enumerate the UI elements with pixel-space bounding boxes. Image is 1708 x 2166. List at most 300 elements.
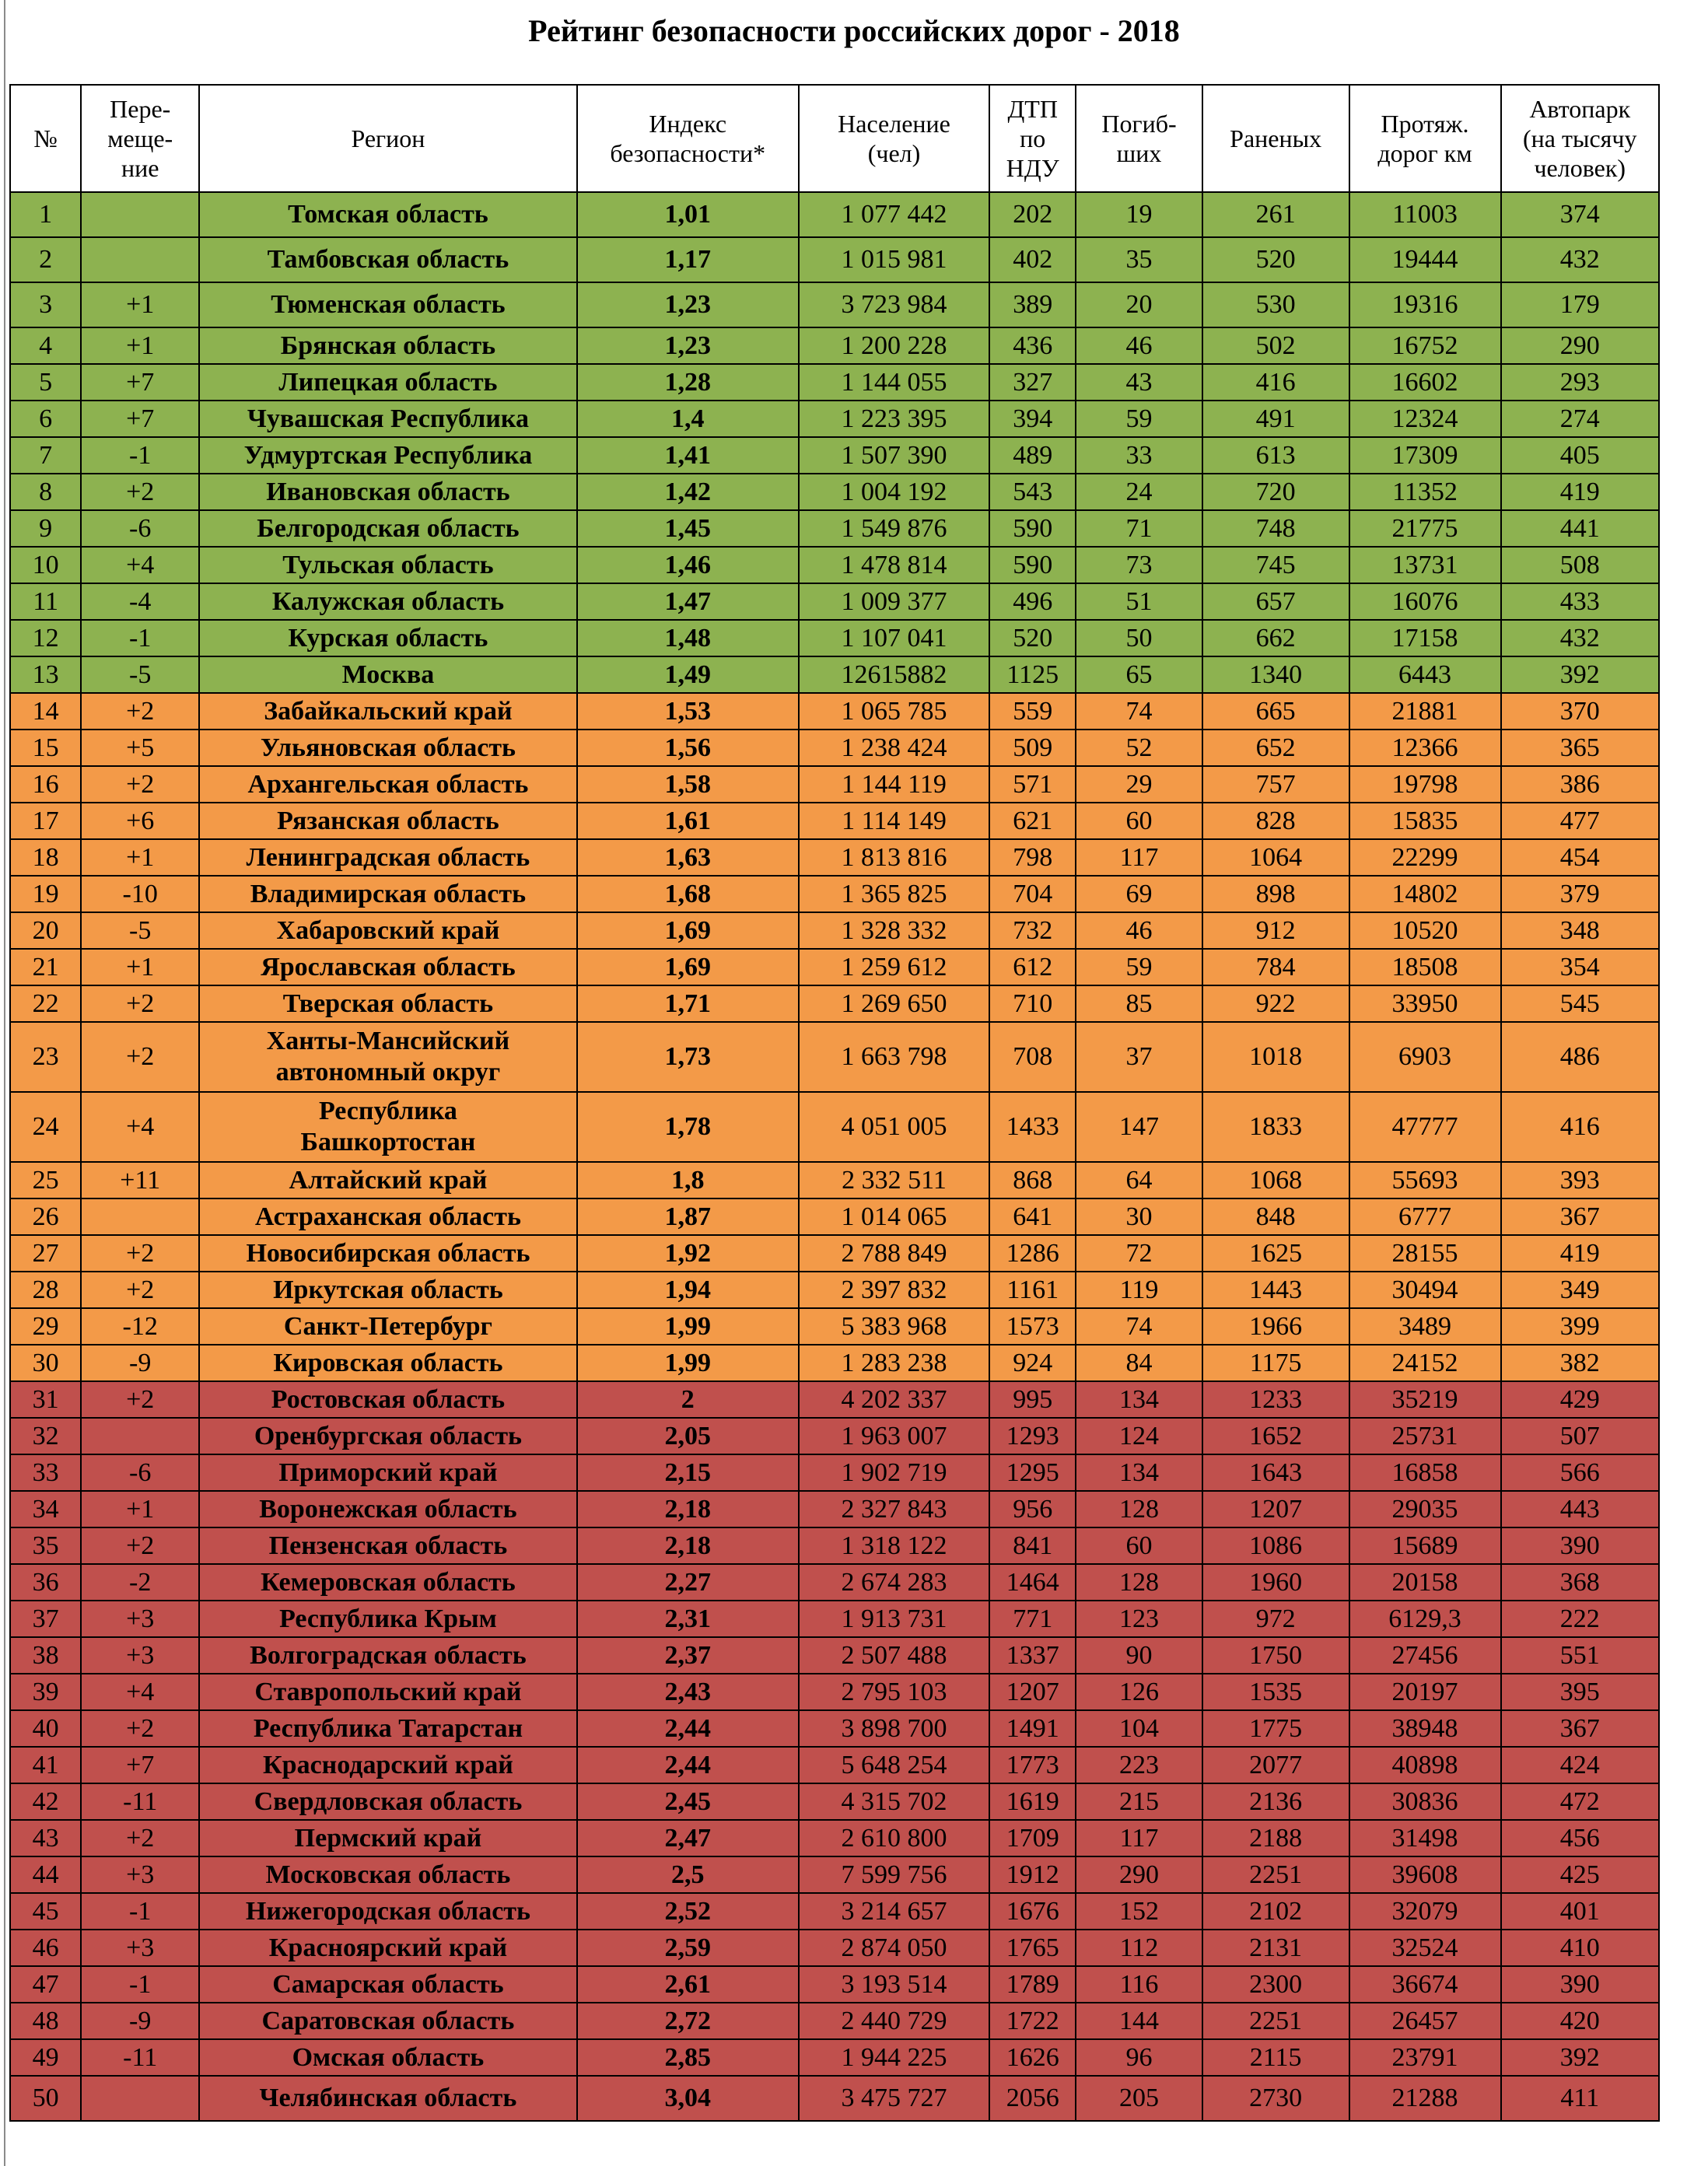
cell-road-length: 29035 <box>1349 1491 1501 1527</box>
cell-car-fleet: 566 <box>1501 1454 1660 1491</box>
cell-movement <box>81 192 199 237</box>
cell-number: 14 <box>10 693 81 730</box>
cell-accidents: 1293 <box>989 1418 1076 1454</box>
cell-region: Краснодарский край <box>199 1747 576 1783</box>
cell-accidents: 1337 <box>989 1637 1076 1674</box>
cell-safety-index: 1,87 <box>577 1198 799 1235</box>
cell-killed: 33 <box>1076 437 1202 474</box>
cell-road-length: 14802 <box>1349 876 1501 912</box>
cell-movement: -2 <box>81 1564 199 1601</box>
cell-road-length: 19444 <box>1349 237 1501 282</box>
cell-safety-index: 1,49 <box>577 656 799 693</box>
cell-region: Свердловская область <box>199 1783 576 1820</box>
table-row <box>10 474 1659 510</box>
cell-population: 1 200 228 <box>799 327 989 364</box>
table-row <box>10 1966 1659 2003</box>
cell-safety-index: 2,45 <box>577 1783 799 1820</box>
cell-accidents: 1464 <box>989 1564 1076 1601</box>
cell-movement: +7 <box>81 364 199 401</box>
cell-movement: -4 <box>81 583 199 620</box>
cell-population: 1 004 192 <box>799 474 989 510</box>
cell-safety-index: 1,78 <box>577 1092 799 1162</box>
table-row <box>10 1092 1659 1162</box>
header-road-length: Протяж. дорог км <box>1349 85 1501 192</box>
cell-safety-index: 2,59 <box>577 1930 799 1966</box>
cell-movement: +1 <box>81 1491 199 1527</box>
cell-car-fleet: 419 <box>1501 474 1660 510</box>
cell-region: Брянская область <box>199 327 576 364</box>
cell-number: 23 <box>10 1022 81 1092</box>
cell-region: Томская область <box>199 192 576 237</box>
cell-population: 12615882 <box>799 656 989 693</box>
cell-car-fleet: 386 <box>1501 766 1660 803</box>
cell-population: 4 202 337 <box>799 1381 989 1418</box>
cell-accidents: 841 <box>989 1527 1076 1564</box>
cell-region: Иркутская область <box>199 1272 576 1308</box>
cell-injured: 416 <box>1202 364 1349 401</box>
cell-safety-index: 2,15 <box>577 1454 799 1491</box>
cell-injured: 2251 <box>1202 1856 1349 1893</box>
cell-number: 11 <box>10 583 81 620</box>
header-accidents: ДТП по НДУ <box>989 85 1076 192</box>
cell-number: 12 <box>10 620 81 656</box>
cell-car-fleet: 411 <box>1501 2076 1660 2121</box>
cell-safety-index: 1,56 <box>577 730 799 766</box>
cell-injured: 828 <box>1202 803 1349 839</box>
cell-population: 1 913 731 <box>799 1601 989 1637</box>
cell-accidents: 509 <box>989 730 1076 766</box>
cell-killed: 205 <box>1076 2076 1202 2121</box>
header-row <box>10 85 1659 192</box>
cell-accidents: 520 <box>989 620 1076 656</box>
cell-movement: +2 <box>81 1820 199 1856</box>
cell-car-fleet: 443 <box>1501 1491 1660 1527</box>
table-row <box>10 510 1659 547</box>
cell-population: 2 332 511 <box>799 1162 989 1198</box>
cell-killed: 117 <box>1076 839 1202 876</box>
cell-safety-index: 2,43 <box>577 1674 799 1710</box>
cell-number: 9 <box>10 510 81 547</box>
cell-car-fleet: 374 <box>1501 192 1660 237</box>
cell-safety-index: 1,28 <box>577 364 799 401</box>
cell-car-fleet: 293 <box>1501 364 1660 401</box>
cell-car-fleet: 349 <box>1501 1272 1660 1308</box>
cell-population: 5 648 254 <box>799 1747 989 1783</box>
cell-number: 38 <box>10 1637 81 1674</box>
cell-movement: +5 <box>81 730 199 766</box>
cell-injured: 922 <box>1202 985 1349 1022</box>
cell-region: Красноярский край <box>199 1930 576 1966</box>
table-row <box>10 2003 1659 2039</box>
cell-injured: 757 <box>1202 766 1349 803</box>
table-row <box>10 1710 1659 1747</box>
cell-car-fleet: 433 <box>1501 583 1660 620</box>
cell-safety-index: 2,44 <box>577 1747 799 1783</box>
cell-injured: 2730 <box>1202 2076 1349 2121</box>
cell-killed: 96 <box>1076 2039 1202 2076</box>
cell-car-fleet: 399 <box>1501 1308 1660 1345</box>
cell-killed: 29 <box>1076 766 1202 803</box>
header-injured: Раненых <box>1202 85 1349 192</box>
table-row <box>10 949 1659 985</box>
cell-movement: +4 <box>81 547 199 583</box>
cell-accidents: 710 <box>989 985 1076 1022</box>
cell-safety-index: 1,63 <box>577 839 799 876</box>
cell-region: Тамбовская область <box>199 237 576 282</box>
cell-accidents: 704 <box>989 876 1076 912</box>
cell-injured: 2300 <box>1202 1966 1349 2003</box>
cell-accidents: 612 <box>989 949 1076 985</box>
cell-killed: 147 <box>1076 1092 1202 1162</box>
cell-population: 1 549 876 <box>799 510 989 547</box>
cell-number: 24 <box>10 1092 81 1162</box>
cell-population: 1 283 238 <box>799 1345 989 1381</box>
cell-accidents: 436 <box>989 327 1076 364</box>
cell-accidents: 1912 <box>989 1856 1076 1893</box>
cell-number: 18 <box>10 839 81 876</box>
cell-accidents: 1286 <box>989 1235 1076 1272</box>
cell-road-length: 21288 <box>1349 2076 1501 2121</box>
cell-population: 1 902 719 <box>799 1454 989 1491</box>
table-row <box>10 1381 1659 1418</box>
cell-killed: 60 <box>1076 803 1202 839</box>
cell-car-fleet: 367 <box>1501 1198 1660 1235</box>
cell-car-fleet: 429 <box>1501 1381 1660 1418</box>
table-row <box>10 1345 1659 1381</box>
cell-movement: +3 <box>81 1637 199 1674</box>
cell-killed: 46 <box>1076 327 1202 364</box>
cell-accidents: 798 <box>989 839 1076 876</box>
cell-population: 2 507 488 <box>799 1637 989 1674</box>
cell-number: 41 <box>10 1747 81 1783</box>
cell-injured: 2077 <box>1202 1747 1349 1783</box>
cell-accidents: 1433 <box>989 1092 1076 1162</box>
cell-number: 4 <box>10 327 81 364</box>
cell-region: Санкт-Петербург <box>199 1308 576 1345</box>
cell-road-length: 6903 <box>1349 1022 1501 1092</box>
cell-region: Саратовская область <box>199 2003 576 2039</box>
cell-number: 48 <box>10 2003 81 2039</box>
cell-population: 1 507 390 <box>799 437 989 474</box>
cell-movement: +11 <box>81 1162 199 1198</box>
cell-movement: -12 <box>81 1308 199 1345</box>
cell-road-length: 17309 <box>1349 437 1501 474</box>
cell-number: 46 <box>10 1930 81 1966</box>
cell-region: Тверская область <box>199 985 576 1022</box>
table-row <box>10 1272 1659 1308</box>
cell-road-length: 3489 <box>1349 1308 1501 1345</box>
cell-region: Пензенская область <box>199 1527 576 1564</box>
cell-safety-index: 2,72 <box>577 2003 799 2039</box>
cell-car-fleet: 393 <box>1501 1162 1660 1198</box>
cell-population: 1 144 055 <box>799 364 989 401</box>
cell-killed: 126 <box>1076 1674 1202 1710</box>
cell-road-length: 55693 <box>1349 1162 1501 1198</box>
cell-number: 19 <box>10 876 81 912</box>
cell-road-length: 27456 <box>1349 1637 1501 1674</box>
cell-number: 47 <box>10 1966 81 2003</box>
cell-number: 42 <box>10 1783 81 1820</box>
cell-region: Удмуртская Республика <box>199 437 576 474</box>
cell-killed: 215 <box>1076 1783 1202 1820</box>
cell-number: 6 <box>10 401 81 437</box>
cell-accidents: 590 <box>989 510 1076 547</box>
cell-killed: 74 <box>1076 693 1202 730</box>
cell-region: Пермский край <box>199 1820 576 1856</box>
cell-region: Тюменская область <box>199 282 576 327</box>
cell-number: 27 <box>10 1235 81 1272</box>
cell-accidents: 924 <box>989 1345 1076 1381</box>
cell-number: 49 <box>10 2039 81 2076</box>
cell-safety-index: 1,4 <box>577 401 799 437</box>
cell-number: 20 <box>10 912 81 949</box>
cell-car-fleet: 545 <box>1501 985 1660 1022</box>
cell-movement: -11 <box>81 1783 199 1820</box>
cell-car-fleet: 390 <box>1501 1527 1660 1564</box>
cell-number: 36 <box>10 1564 81 1601</box>
cell-injured: 1750 <box>1202 1637 1349 1674</box>
cell-car-fleet: 419 <box>1501 1235 1660 1272</box>
cell-killed: 72 <box>1076 1235 1202 1272</box>
cell-number: 30 <box>10 1345 81 1381</box>
cell-safety-index: 1,61 <box>577 803 799 839</box>
cell-road-length: 10520 <box>1349 912 1501 949</box>
cell-accidents: 1789 <box>989 1966 1076 2003</box>
cell-number: 13 <box>10 656 81 693</box>
cell-road-length: 16752 <box>1349 327 1501 364</box>
cell-number: 28 <box>10 1272 81 1308</box>
cell-safety-index: 1,69 <box>577 912 799 949</box>
cell-car-fleet: 367 <box>1501 1710 1660 1747</box>
table-row <box>10 1856 1659 1893</box>
cell-safety-index: 2 <box>577 1381 799 1418</box>
cell-road-length: 11003 <box>1349 192 1501 237</box>
cell-population: 2 397 832 <box>799 1272 989 1308</box>
cell-population: 1 478 814 <box>799 547 989 583</box>
cell-car-fleet: 405 <box>1501 437 1660 474</box>
cell-injured: 502 <box>1202 327 1349 364</box>
cell-movement: -5 <box>81 656 199 693</box>
cell-region: Новосибирская область <box>199 1235 576 1272</box>
cell-safety-index: 1,41 <box>577 437 799 474</box>
cell-killed: 134 <box>1076 1454 1202 1491</box>
cell-car-fleet: 507 <box>1501 1418 1660 1454</box>
cell-car-fleet: 390 <box>1501 1966 1660 2003</box>
table-row <box>10 1308 1659 1345</box>
table-row <box>10 1637 1659 1674</box>
cell-accidents: 590 <box>989 547 1076 583</box>
table-row <box>10 1930 1659 1966</box>
cell-region: Кемеровская область <box>199 1564 576 1601</box>
cell-accidents: 2056 <box>989 2076 1076 2121</box>
cell-injured: 1233 <box>1202 1381 1349 1418</box>
cell-population: 1 318 122 <box>799 1527 989 1564</box>
cell-population: 3 214 657 <box>799 1893 989 1930</box>
cell-movement: +4 <box>81 1674 199 1710</box>
cell-population: 2 795 103 <box>799 1674 989 1710</box>
cell-movement: -9 <box>81 2003 199 2039</box>
cell-safety-index: 1,99 <box>577 1345 799 1381</box>
cell-accidents: 641 <box>989 1198 1076 1235</box>
cell-road-length: 18508 <box>1349 949 1501 985</box>
table-row <box>10 1418 1659 1454</box>
table-row <box>10 1491 1659 1527</box>
cell-movement <box>81 237 199 282</box>
cell-killed: 69 <box>1076 876 1202 912</box>
cell-injured: 2102 <box>1202 1893 1349 1930</box>
rating-table <box>9 84 1660 2122</box>
cell-number: 37 <box>10 1601 81 1637</box>
cell-safety-index: 2,61 <box>577 1966 799 2003</box>
table-row <box>10 1674 1659 1710</box>
cell-car-fleet: 410 <box>1501 1930 1660 1966</box>
cell-safety-index: 1,48 <box>577 620 799 656</box>
cell-movement: +2 <box>81 1022 199 1092</box>
cell-region: Алтайский край <box>199 1162 576 1198</box>
cell-movement <box>81 1418 199 1454</box>
table-row <box>10 1783 1659 1820</box>
cell-movement: +2 <box>81 985 199 1022</box>
cell-movement: -9 <box>81 1345 199 1381</box>
cell-population: 1 015 981 <box>799 237 989 282</box>
cell-car-fleet: 365 <box>1501 730 1660 766</box>
cell-accidents: 732 <box>989 912 1076 949</box>
cell-accidents: 1765 <box>989 1930 1076 1966</box>
cell-movement: -1 <box>81 620 199 656</box>
cell-road-length: 11352 <box>1349 474 1501 510</box>
table-row <box>10 1235 1659 1272</box>
cell-accidents: 1773 <box>989 1747 1076 1783</box>
cell-road-length: 31498 <box>1349 1820 1501 1856</box>
cell-road-length: 16076 <box>1349 583 1501 620</box>
cell-number: 31 <box>10 1381 81 1418</box>
cell-car-fleet: 290 <box>1501 327 1660 364</box>
cell-accidents: 202 <box>989 192 1076 237</box>
cell-accidents: 402 <box>989 237 1076 282</box>
cell-movement: +2 <box>81 1272 199 1308</box>
cell-injured: 1175 <box>1202 1345 1349 1381</box>
cell-population: 1 663 798 <box>799 1022 989 1092</box>
cell-safety-index: 2,18 <box>577 1527 799 1564</box>
cell-killed: 65 <box>1076 656 1202 693</box>
cell-region: Владимирская область <box>199 876 576 912</box>
cell-number: 1 <box>10 192 81 237</box>
cell-safety-index: 1,23 <box>577 282 799 327</box>
cell-road-length: 47777 <box>1349 1092 1501 1162</box>
cell-safety-index: 1,69 <box>577 949 799 985</box>
cell-car-fleet: 370 <box>1501 693 1660 730</box>
cell-safety-index: 2,44 <box>577 1710 799 1747</box>
cell-road-length: 23791 <box>1349 2039 1501 2076</box>
cell-road-length: 13731 <box>1349 547 1501 583</box>
cell-number: 22 <box>10 985 81 1022</box>
cell-injured: 1443 <box>1202 1272 1349 1308</box>
cell-population: 4 315 702 <box>799 1783 989 1820</box>
table-row <box>10 1022 1659 1092</box>
cell-safety-index: 1,42 <box>577 474 799 510</box>
cell-injured: 657 <box>1202 583 1349 620</box>
cell-movement: -6 <box>81 1454 199 1491</box>
cell-accidents: 496 <box>989 583 1076 620</box>
cell-safety-index: 2,37 <box>577 1637 799 1674</box>
cell-safety-index: 3,04 <box>577 2076 799 2121</box>
cell-region: Ростовская область <box>199 1381 576 1418</box>
header-safety-index: Индекс безопасности* <box>577 85 799 192</box>
cell-region: Ханты-Мансийский автономный округ <box>199 1022 576 1092</box>
cell-population: 1 065 785 <box>799 693 989 730</box>
cell-region: Тульская область <box>199 547 576 583</box>
cell-killed: 128 <box>1076 1491 1202 1527</box>
cell-road-length: 6443 <box>1349 656 1501 693</box>
cell-number: 34 <box>10 1491 81 1527</box>
cell-region: Оренбургская область <box>199 1418 576 1454</box>
cell-accidents: 1722 <box>989 2003 1076 2039</box>
cell-car-fleet: 382 <box>1501 1345 1660 1381</box>
cell-region: Самарская область <box>199 1966 576 2003</box>
cell-number: 43 <box>10 1820 81 1856</box>
cell-safety-index: 1,8 <box>577 1162 799 1198</box>
cell-movement <box>81 1198 199 1235</box>
cell-road-length: 20197 <box>1349 1674 1501 1710</box>
cell-killed: 74 <box>1076 1308 1202 1345</box>
cell-killed: 52 <box>1076 730 1202 766</box>
cell-safety-index: 1,23 <box>577 327 799 364</box>
cell-injured: 748 <box>1202 510 1349 547</box>
cell-region: Чувашская Республика <box>199 401 576 437</box>
cell-road-length: 16602 <box>1349 364 1501 401</box>
table-row <box>10 192 1659 237</box>
cell-region: Республика Башкортостан <box>199 1092 576 1162</box>
cell-car-fleet: 395 <box>1501 1674 1660 1710</box>
cell-population: 1 014 065 <box>799 1198 989 1235</box>
header-number: № <box>10 85 81 192</box>
cell-population: 2 674 283 <box>799 1564 989 1601</box>
cell-injured: 1086 <box>1202 1527 1349 1564</box>
cell-population: 3 898 700 <box>799 1710 989 1747</box>
cell-killed: 43 <box>1076 364 1202 401</box>
cell-killed: 84 <box>1076 1345 1202 1381</box>
cell-killed: 73 <box>1076 547 1202 583</box>
cell-region: Забайкальский край <box>199 693 576 730</box>
cell-accidents: 1295 <box>989 1454 1076 1491</box>
cell-number: 29 <box>10 1308 81 1345</box>
cell-injured: 662 <box>1202 620 1349 656</box>
cell-car-fleet: 368 <box>1501 1564 1660 1601</box>
cell-accidents: 1709 <box>989 1820 1076 1856</box>
cell-road-length: 19798 <box>1349 766 1501 803</box>
cell-killed: 19 <box>1076 192 1202 237</box>
table-row <box>10 985 1659 1022</box>
cell-road-length: 39608 <box>1349 1856 1501 1893</box>
cell-population: 1 077 442 <box>799 192 989 237</box>
table-row <box>10 1893 1659 1930</box>
header-car-fleet: Автопарк (на тысячу человек) <box>1501 85 1660 192</box>
cell-injured: 1960 <box>1202 1564 1349 1601</box>
cell-region: Рязанская область <box>199 803 576 839</box>
cell-safety-index: 2,27 <box>577 1564 799 1601</box>
table-row <box>10 1564 1659 1601</box>
cell-car-fleet: 486 <box>1501 1022 1660 1092</box>
cell-killed: 35 <box>1076 237 1202 282</box>
cell-safety-index: 1,01 <box>577 192 799 237</box>
cell-injured: 520 <box>1202 237 1349 282</box>
cell-killed: 290 <box>1076 1856 1202 1893</box>
table-row <box>10 766 1659 803</box>
cell-region: Калужская область <box>199 583 576 620</box>
cell-injured: 1833 <box>1202 1092 1349 1162</box>
cell-number: 25 <box>10 1162 81 1198</box>
cell-killed: 116 <box>1076 1966 1202 2003</box>
